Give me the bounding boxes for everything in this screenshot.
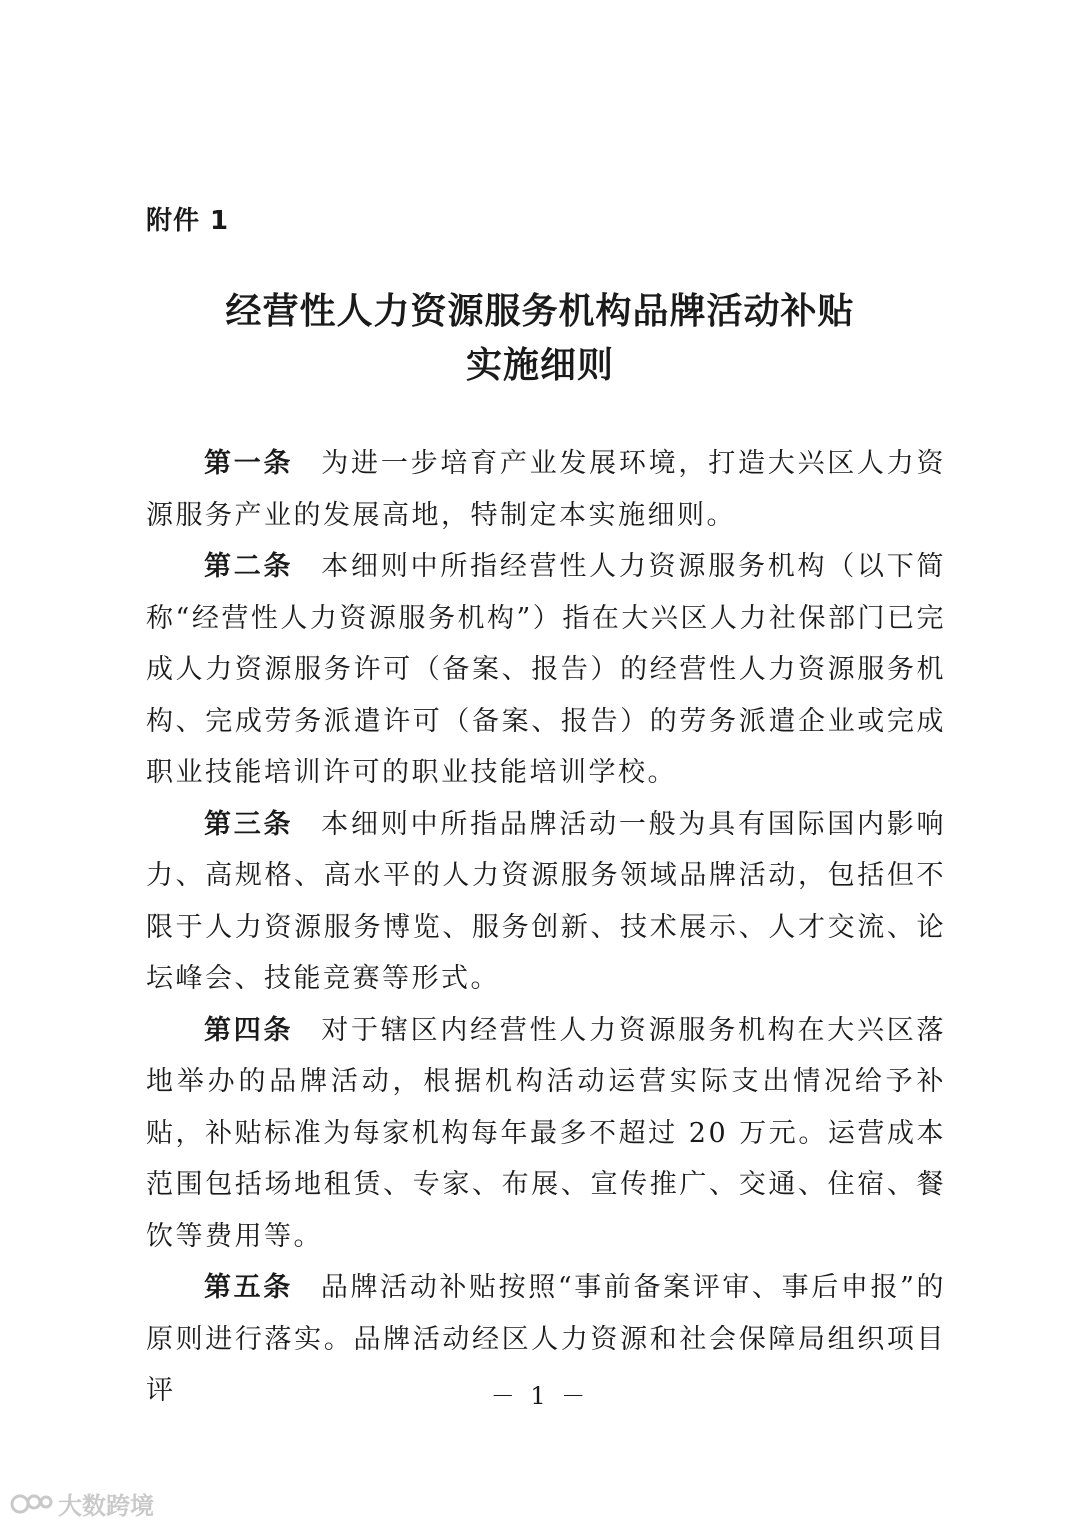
article-number: 第二条: [204, 551, 294, 582]
article-number: 第四条: [204, 1014, 294, 1046]
article-text: 品牌活动补贴按照“事前备案评审、事后申报”的原则进行落实。品牌活动经区人力资源和社会保障局组织项目评: [146, 1272, 947, 1406]
article-2: [146, 541, 946, 799]
article-3: [146, 799, 946, 1005]
article-number: 第五条: [204, 1272, 293, 1303]
article-text: 对于辖区内经营性人力资源服务机构在大兴区落地举办的品牌活动，根据机构活动运营实际支出情况给予补贴，补贴标准为每家机构每年最多不超过 20 万元。运营成本范围包括场地租赁、专家、布展、宣传推广、交通、住宿、餐饮等费用等。: [146, 1014, 947, 1252]
article-1: [146, 438, 946, 541]
article-text: 本细则中所指品牌活动一般为具有国际国内影响力、高规格、高水平的人力资源服务领域品牌活动，包括但不限于人力资源服务博览、服务创新、技术展示、人才交流、论坛峰会、技能竞赛等形式。: [146, 808, 947, 994]
article-text: 本细则中所指经营性人力资源服务机构（以下简称“经营性人力资源服务机构”）指在大兴区人力社保部门已完成人力资源服务许可（备案、报告）的经营性人力资源服务机构、完成劳务派遣许可（备案、报告）的劳务派遣企业或完成职业技能培训许可的职业技能培训学校。: [146, 551, 947, 788]
document-body: [146, 438, 946, 1417]
article-4: [146, 1005, 946, 1263]
article-number: 第一条: [204, 448, 294, 479]
logo-icon: [10, 1490, 54, 1518]
attachment-label: 附件 1: [146, 206, 230, 236]
page-number: － 1 －: [490, 1382, 590, 1410]
watermark: [10, 1486, 154, 1521]
document-title-line2: 实施细则: [465, 345, 614, 386]
article-text: 为进一步培育产业发展环境，打造大兴区人力资源服务产业的发展高地，特制定本实施细则。: [146, 448, 947, 531]
article-number: 第三条: [204, 808, 294, 840]
document-title-line1: 经营性人力资源服务机构品牌活动补贴: [225, 291, 855, 332]
watermark-text: 大数跨境: [58, 1492, 154, 1520]
